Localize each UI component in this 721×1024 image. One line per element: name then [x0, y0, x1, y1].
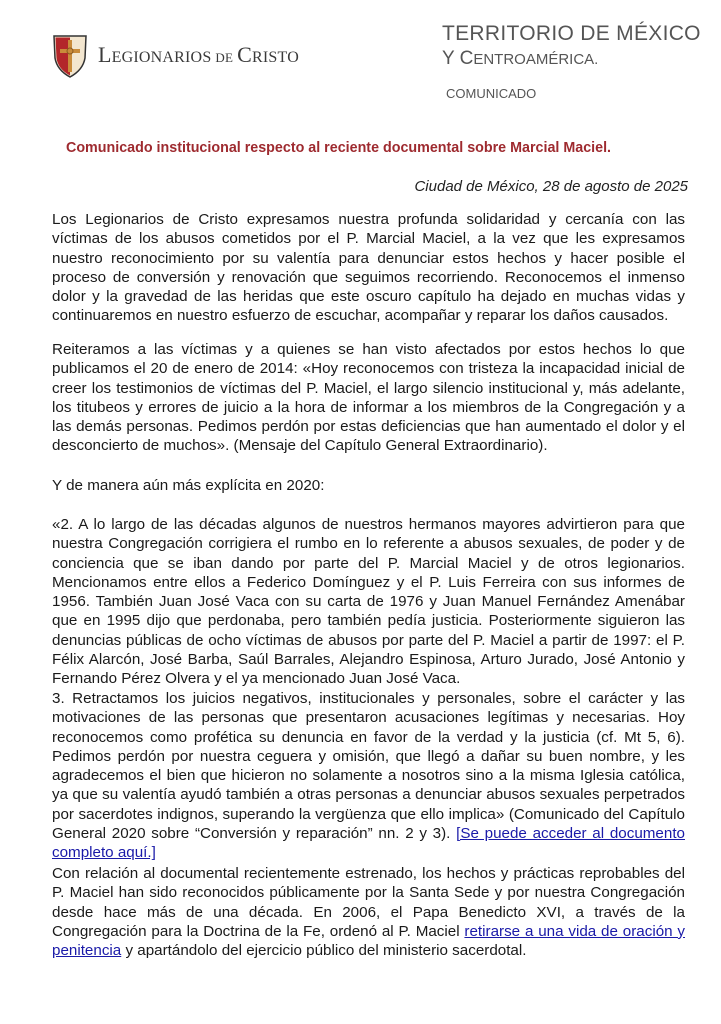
paragraph-text: «2. A lo largo de las décadas algunos de nuestros hermanos mayores advirtieron para que nuestra Congregación corrigiera el rumbo en lo referente a abusos sexuales, de poder y de conciencia que se iban dando por parte del P. Marcial Maciel y de otros legionarios. Mencionamos entre ellos a Federico Domínguez y el P. Luis Ferreira con sus informes de 1956. También Juan José Vaca con su carta de 1976 y Juan Manuel Fernández Amenábar que en 1995 dijo que perdonaba, pero también pedía justicia. Posteriormente siguieron las denuncias públicas de ocho víctimas de abusos por parte del P. Maciel a partir de 1997: el P. Félix Alarcón, José Barba, Saúl Barrales, Alejandro Espinosa, Arturo Jurado, José Antonio y Fernando Pérez Olvera y el ya mencionado Juan José Vaca.: [52, 516, 685, 688]
paragraph-text: Y de manera aún más explícita en 2020:: [52, 477, 325, 494]
document-title: Comunicado institucional respecto al reciente documental sobre Marcial Maciel.: [66, 140, 612, 156]
paragraph-text: Con relación al documental recientemente estrenado, los hechos y prácticas reprobables del P. Maciel han sido reconocidos públicamente por la Santa Sede y por nuestra Congregación desde hace más de una década. En 2006, el Papa Benedicto XVI, a través de la Congregación para la Doctrina de la Fe, ordenó al P. Maciel retirarse a una vida de oración y penitencia y apartándolo del ejercicio público del ministerio sacerdotal.: [52, 865, 685, 960]
paragraph-1: [52, 210, 685, 326]
organization-logo: [52, 32, 299, 78]
paragraph-2: [52, 340, 685, 456]
paragraph-text: Los Legionarios de Cristo expresamos nuestra profunda solidaridad y cercanía con las víctimas de los abusos cometidos por el P. Marcial Maciel, a la vez que les expresamos nuestro reconocimiento por su valentía para denunciar estos hechos y hacer posible el proceso de conversión y renovación que seguimos recorriendo. Reconocemos el inmenso dolor y la gravedad de las heridas que este oscuro capítulo ha dejado en muchas vidas y continuaremos en nuestro esfuerzo de escuchar, acompañar y reparar los daños causados.: [52, 211, 685, 325]
territory-line-1: TERRITORIO DE MÉXICO: [442, 22, 701, 45]
paragraph-3: [52, 476, 685, 495]
quote-point-3: [52, 689, 685, 863]
territory-header: [442, 22, 701, 101]
territory-line-2: Y CENTROAMÉRICA.: [442, 48, 599, 69]
document-type: COMUNICADO: [446, 86, 537, 101]
paragraph-final: [52, 864, 685, 960]
paragraph-text: 3. Retractamos los juicios negativos, institucionales y personales, sobre el carácter y las motivaciones de las personas que presentaron acusaciones legítimas y necesarias. Hoy reconocemos como profética su denuncia en favor de la verdad y la justicia (cf. Mt 5, 6). Pedimos perdón por nuestra ceguera y omisión, que llegó a dañar su buen nombre, y les agradecemos el bien que hicieron no solamente a nosotros sino a la misma Iglesia católica, ya que su valentía ayudó también a otras personas a denunciar abusos sexuales perpetrados por sacerdotes indignos, superando la vergüenza que ello implica» (Comunicado del Capítulo General 2020 sobre “Conversión y reparación” nn. 2 y 3). [Se puede acceder al documento completo aquí.]: [52, 690, 685, 862]
paragraph-text: Reiteramos a las víctimas y a quienes se han visto afectados por estos hechos lo que publicamos el 20 de enero de 2014: «Hoy reconocemos con tristeza la incapacidad inicial de creer los testimonios de víctimas del P. Maciel, el largo silencio institucional y, más adelante, los titubeos y errores de juicio a la hora de informar a los miembros de la Congregación y a las demás personas. Pedimos perdón por estas deficiencias que han aumentado el dolor y el desconcierto de muchos». (Mensaje del Capítulo General Extraordinario).: [52, 341, 685, 455]
brand-name: LEGIONARIOS DE CRISTO: [98, 42, 299, 67]
quote-point-2: [52, 515, 685, 689]
penitence-link[interactable]: retirarse a una vida de oración y penitencia: [52, 922, 685, 960]
dateline: Ciudad de México, 28 de agosto de 2025: [414, 178, 688, 195]
full-document-link[interactable]: [Se puede acceder al documento completo aquí.]: [52, 825, 685, 862]
shield-cross-icon: [52, 32, 88, 78]
